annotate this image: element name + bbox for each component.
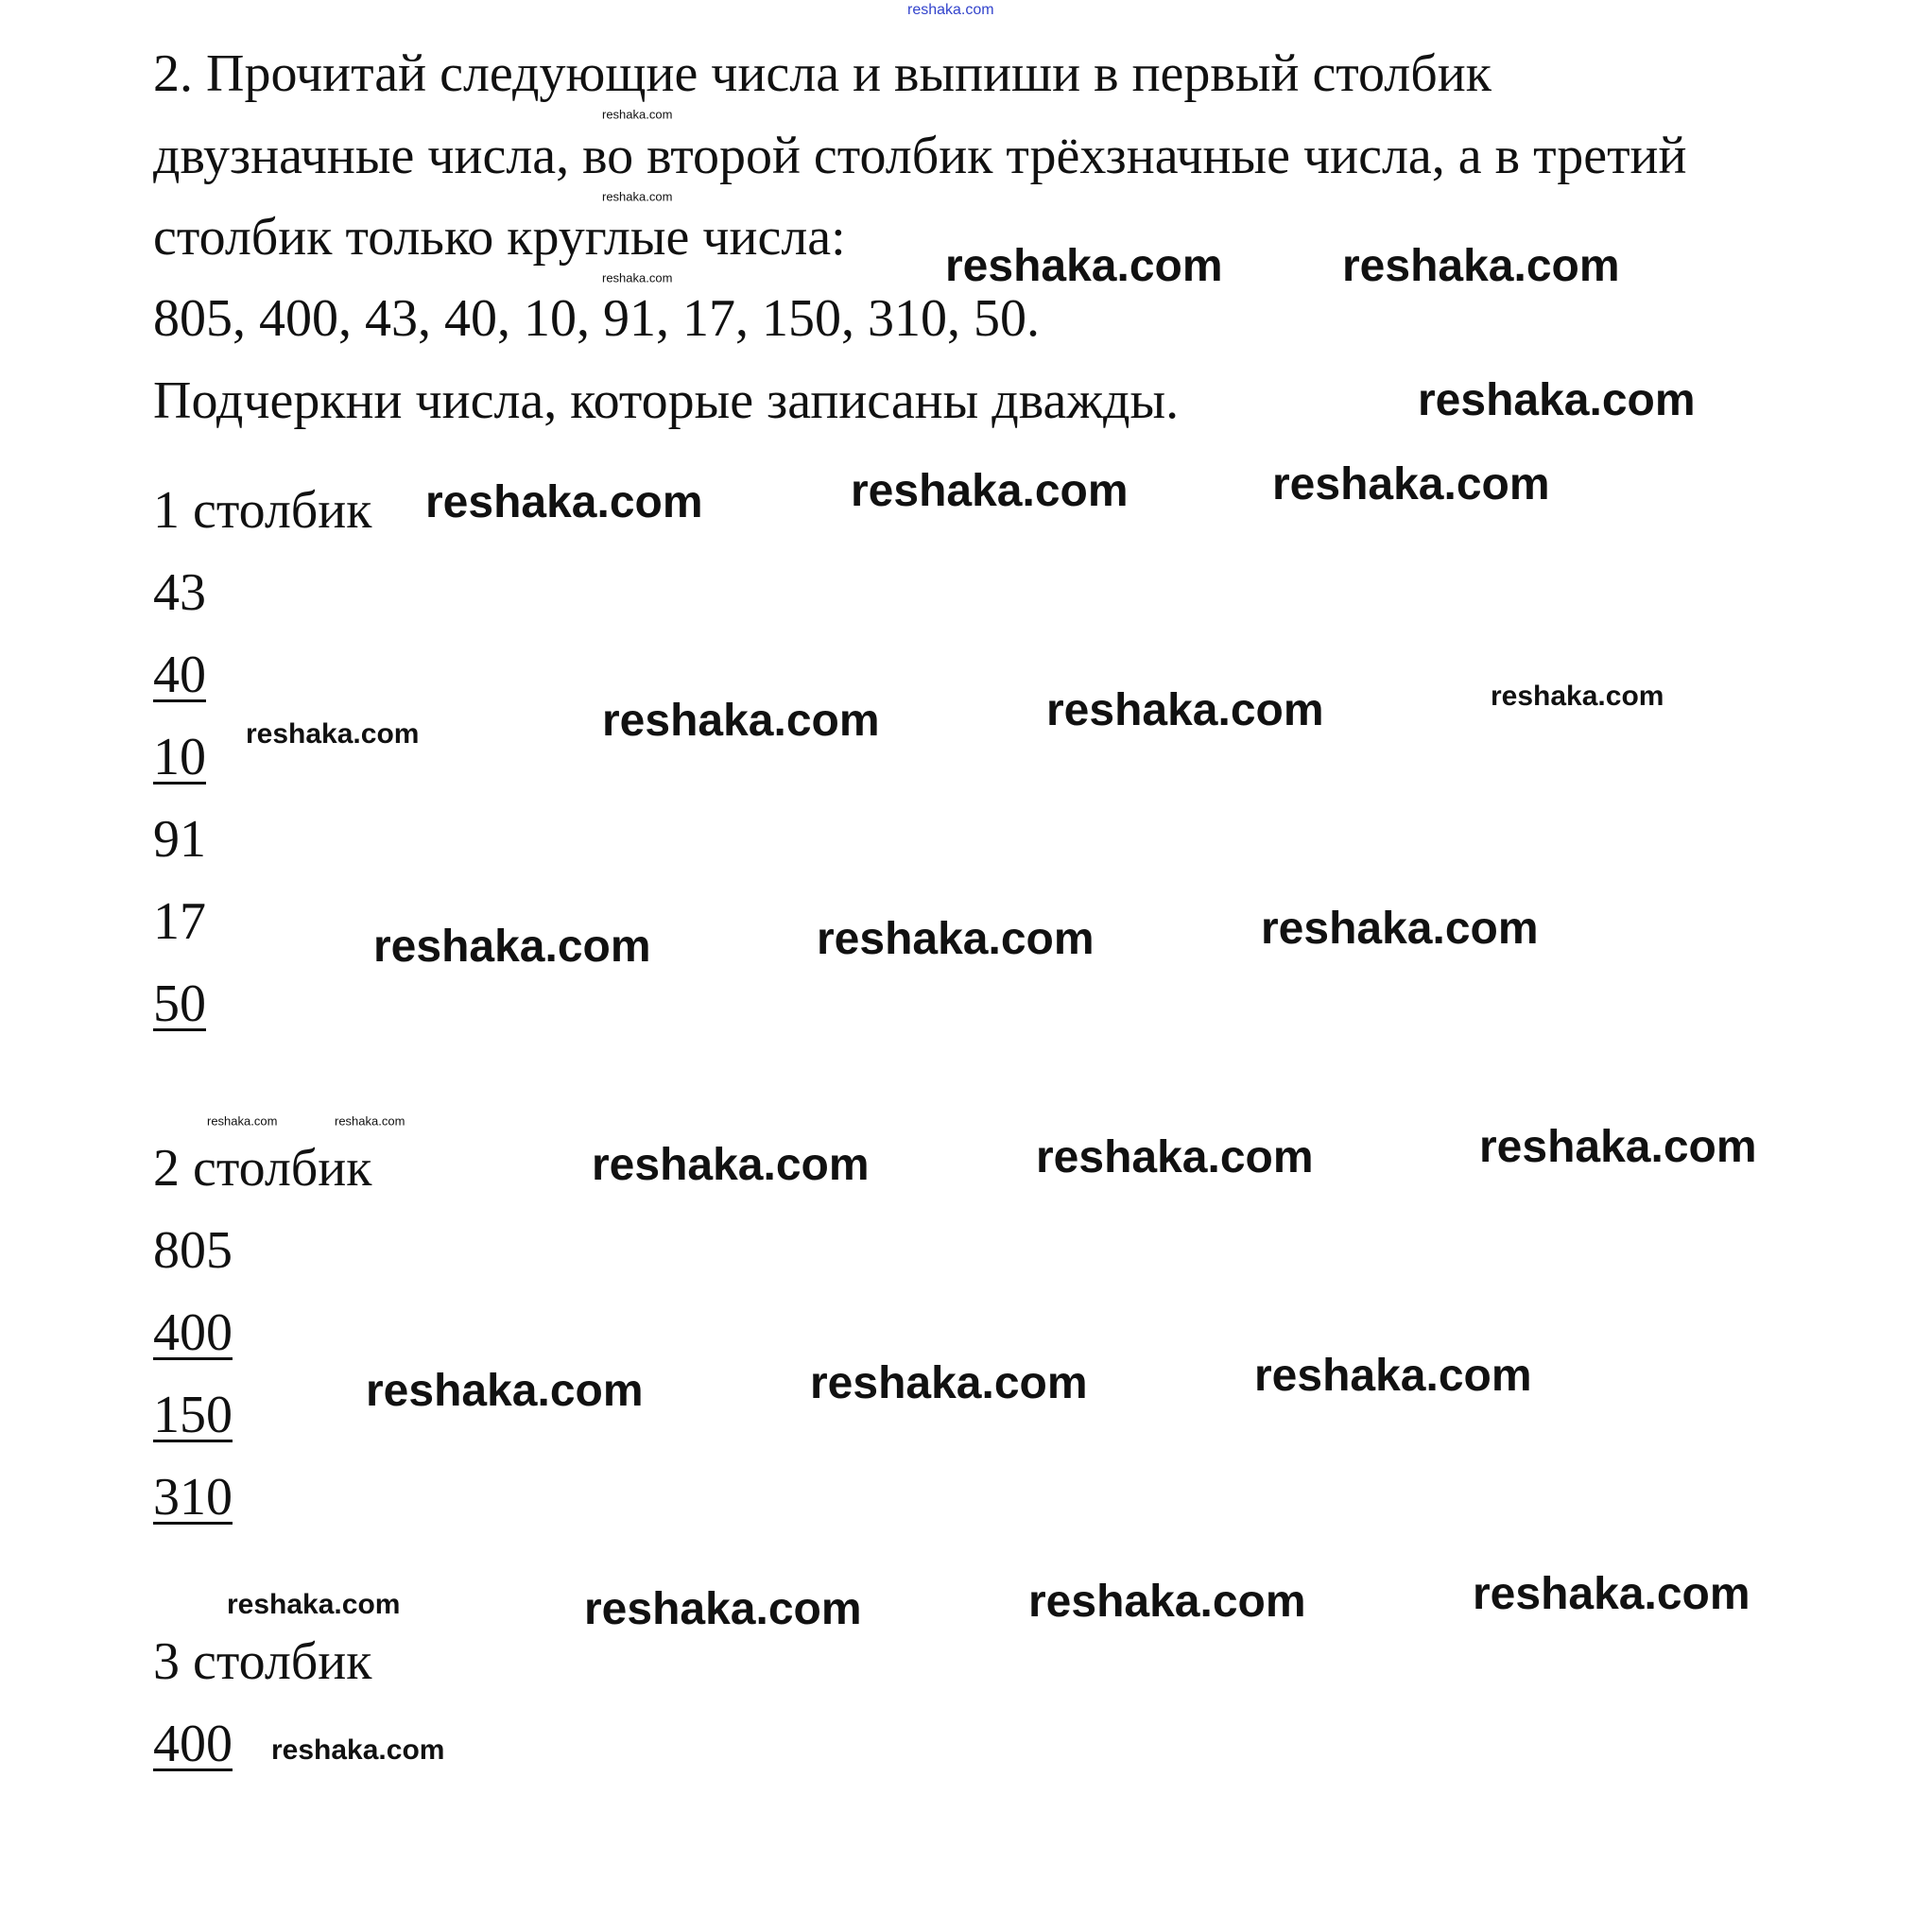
column-1-number: 43 [153,563,206,622]
watermark: reshaka.com [1479,1122,1757,1172]
watermark: reshaka.com [592,1140,870,1190]
watermark: reshaka.com [1473,1569,1750,1619]
watermark: reshaka.com [1254,1351,1532,1401]
column-1-number: 91 [153,810,206,869]
watermark: reshaka.com [602,107,673,122]
watermark: reshaka.com [1272,459,1550,509]
watermark: reshaka.com [373,922,651,972]
column-2-number: 400 [153,1303,233,1362]
watermark: reshaka.com [817,914,1095,964]
watermark: reshaka.com [602,696,880,746]
watermark: reshaka.com [602,189,673,204]
watermark: reshaka.com [1028,1577,1306,1627]
watermark: reshaka.com [945,241,1223,291]
column-2-number: 310 [153,1468,233,1527]
watermark: reshaka.com [1036,1132,1314,1182]
task-numbers: 805, 400, 43, 40, 10, 91, 17, 150, 310, 50. [153,289,1040,348]
column-1-number: 10 [153,728,206,786]
column-3-title: 3 столбик [153,1632,372,1691]
task-line-5: Подчеркни числа, которые записаны дважды. [153,371,1180,430]
task-line-1: 2. Прочитай следующие числа и выпиши в первый столбик [153,44,1492,103]
watermark: reshaka.com [246,718,420,750]
watermark: reshaka.com [1491,681,1664,712]
header-watermark: reshaka.com [907,2,994,18]
task-line-3: столбик только круглые числа: [153,208,846,267]
watermark: reshaka.com [335,1113,405,1129]
watermark: reshaka.com [1261,904,1539,954]
watermark: reshaka.com [207,1113,278,1129]
column-3-number: 400 [153,1715,233,1773]
watermark: reshaka.com [227,1589,401,1620]
watermark: reshaka.com [425,477,703,527]
column-1-number: 40 [153,646,206,704]
watermark: reshaka.com [584,1584,862,1634]
watermark: reshaka.com [1342,241,1620,291]
watermark: reshaka.com [851,466,1129,516]
watermark: reshaka.com [271,1734,445,1766]
watermark: reshaka.com [810,1358,1088,1408]
column-1-number: 50 [153,975,206,1033]
column-1-title: 1 столбик [153,481,372,540]
task-line-2: двузначные числа, во второй столбик трёхзначные числа, а в третий [153,127,1687,185]
column-2-number: 150 [153,1386,233,1444]
watermark: reshaka.com [366,1366,644,1416]
watermark: reshaka.com [1046,685,1324,735]
column-2-number: 805 [153,1221,233,1280]
column-1-number: 17 [153,892,206,951]
watermark: reshaka.com [602,270,673,285]
column-2-title: 2 столбик [153,1139,372,1198]
watermark: reshaka.com [1418,375,1696,425]
